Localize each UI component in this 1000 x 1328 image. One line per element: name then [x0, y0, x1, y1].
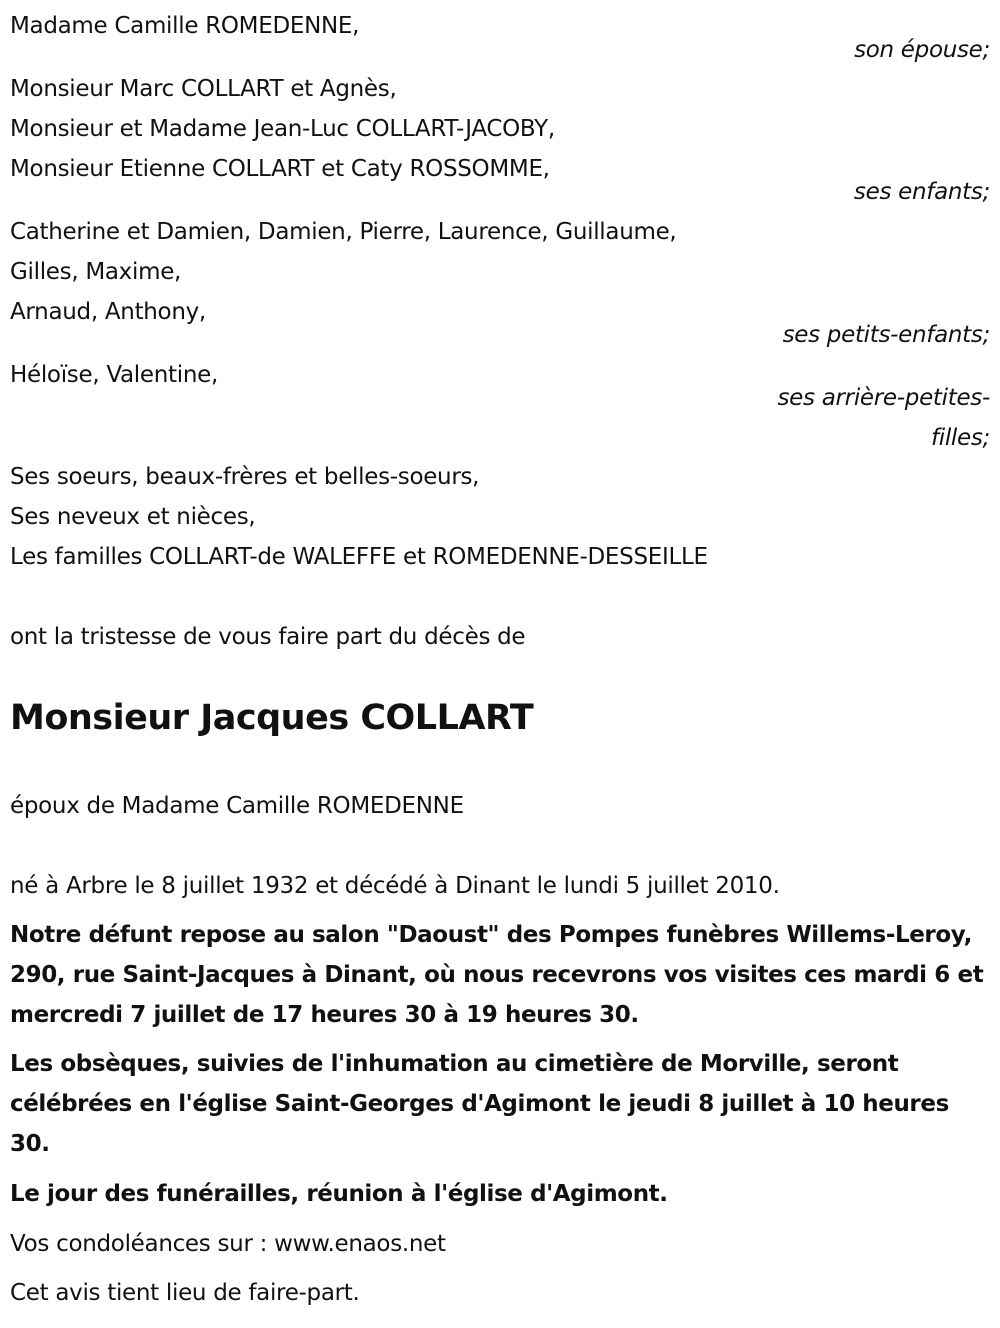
deceased-spouse-line: époux de Madame Camille ROMEDENNE: [10, 793, 464, 819]
grandchild-line: Arnaud, Anthony,: [10, 299, 206, 325]
children-role: ses enfants;: [853, 179, 990, 205]
notice-text: Cet avis tient lieu de faire-part.: [10, 1280, 360, 1306]
relatives-line: Les familles COLLART-de WALEFFE et ROMEDENNE-DESSEILLE: [10, 544, 708, 570]
child-line: Monsieur Etienne COLLART et Caty ROSSOMME,: [10, 156, 550, 182]
condolences-text: Vos condoléances sur : www.enaos.net: [10, 1231, 446, 1257]
deceased-name: Monsieur Jacques COLLART: [10, 698, 534, 738]
relatives-line: Ses soeurs, beaux-frères et belles-soeurs,: [10, 464, 480, 490]
spouse-name: Madame Camille ROMEDENNE,: [10, 13, 360, 39]
spouse-role: son épouse;: [854, 37, 990, 63]
grandchild-line: Gilles, Maxime,: [10, 259, 182, 285]
great-grandchild-line: Héloïse, Valentine,: [10, 362, 218, 388]
child-line: Monsieur Marc COLLART et Agnès,: [10, 76, 397, 102]
great-grandchildren-role-line1: ses arrière-petites-: [777, 385, 990, 411]
birth-death-line: né à Arbre le 8 juillet 1932 et décédé à Dinant le lundi 5 juillet 2010.: [10, 873, 780, 899]
visitation-paragraph: Notre défunt repose au salon "Daoust" des Pompes funèbres Willems-Leroy, 290, rue Saint-Jacques à Dinant, où nous recevrons vos visites ces mardi 6 et mercredi 7 juillet de 17 heures 30 à 19 heures 30.: [10, 922, 984, 1028]
great-grandchildren-role-line2: filles;: [930, 425, 990, 451]
grandchild-line: Catherine et Damien, Damien, Pierre, Laurence, Guillaume,: [10, 219, 677, 245]
meeting-paragraph: Le jour des funérailles, réunion à l'église d'Agimont.: [10, 1181, 668, 1207]
child-line: Monsieur et Madame Jean-Luc COLLART-JACOBY,: [10, 116, 555, 142]
relatives-line: Ses neveux et nièces,: [10, 504, 256, 530]
grandchildren-role: ses petits-enfants;: [782, 322, 990, 348]
funeral-paragraph: Les obsèques, suivies de l'inhumation au cimetière de Morville, seront célébrées en l'église Saint-Georges d'Agimont le jeudi 8 juillet à 10 heures 30.: [10, 1051, 949, 1157]
announcement-text: ont la tristesse de vous faire part du décès de: [10, 624, 526, 650]
